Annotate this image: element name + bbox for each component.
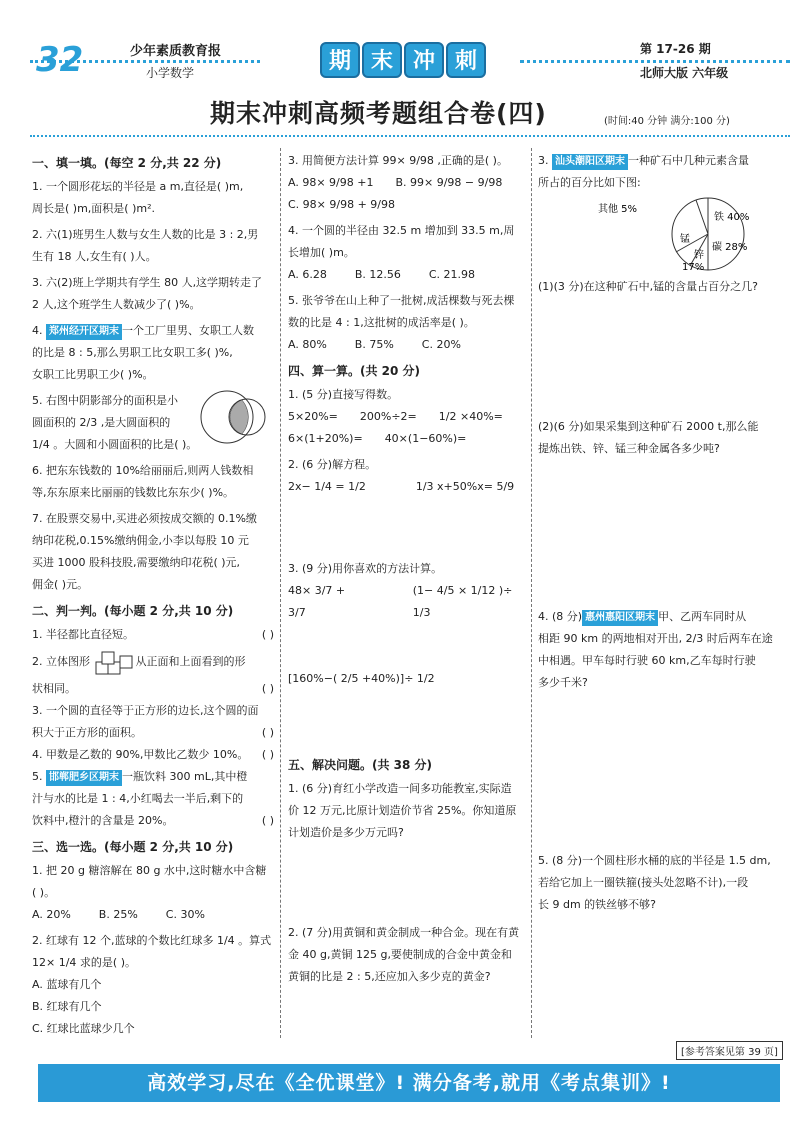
judge-row bbox=[32, 624, 274, 646]
answer-paren: ( ) bbox=[261, 726, 274, 739]
expression: [160%−( 2/5 +40%)]÷ 1/2 bbox=[288, 672, 435, 685]
page-header bbox=[0, 0, 800, 86]
expression: (1− 4/5 × 1/12 )÷ 1/3 bbox=[412, 584, 513, 619]
pie-label: 锌 bbox=[694, 250, 704, 261]
column-1 bbox=[32, 150, 274, 1040]
answer-space bbox=[288, 624, 528, 668]
expression: 48× 3/7 + 3/7 bbox=[288, 584, 346, 619]
calc-item: 1/2 ×40%= bbox=[438, 410, 503, 423]
source-tag: 汕头潮阳区期末 bbox=[552, 154, 628, 170]
question-text: 2. (7 分)用黄铜和黄金制成一种合金。现在有黄 bbox=[288, 926, 520, 939]
question-text: 女职工比男职工少( )%。 bbox=[32, 368, 154, 381]
question-text: 2. 红球有 12 个,蓝球的个数比红球多 1/4 。算式 bbox=[32, 934, 272, 947]
equation: 1/3 x+50%x= 5/9 bbox=[415, 480, 515, 493]
question-text: 一个工厂里男、女职工人数 bbox=[122, 324, 254, 337]
pie-label: 17% bbox=[682, 262, 705, 273]
logo-char: 期 bbox=[320, 42, 360, 78]
question-text: 4. 甲数是乙数的 90%,甲数比乙数少 10%。 bbox=[32, 748, 249, 761]
options-row bbox=[288, 172, 528, 194]
question-text: 3. (9 分)用你喜欢的方法计算。 bbox=[288, 562, 443, 575]
question-text: 多少千米? bbox=[538, 676, 588, 689]
question-text: 3. 六(2)班上学期共有学生 80 人,这学期转走了 bbox=[32, 276, 263, 289]
option-b[interactable]: B. 99× 9/98 − 9/98 bbox=[395, 176, 503, 189]
answer-space bbox=[288, 690, 528, 752]
question-text: 计划造价是多少万元吗? bbox=[288, 826, 404, 839]
header-dots-left bbox=[30, 60, 260, 64]
calc-item: 5×20%= bbox=[288, 410, 338, 423]
issue-number: 第 17-26 期 bbox=[640, 42, 711, 56]
question-text: 一瓶饮料 300 mL,其中橙 bbox=[122, 770, 248, 783]
source-tag: 邯郸肥乡区期末 bbox=[46, 770, 122, 786]
question-text: 12× 1/4 求的是( )。 bbox=[32, 956, 136, 969]
question-text: 3. 一个圆的直径等于正方形的边长,这个圆的面 bbox=[32, 704, 259, 717]
calc-row bbox=[288, 580, 528, 624]
question-text: 佣金( )元。 bbox=[32, 578, 89, 591]
judge-row bbox=[32, 744, 274, 766]
option-a[interactable]: A. 80% bbox=[288, 338, 327, 351]
question-text: 状相同。 bbox=[32, 682, 76, 695]
edition-label: 北师大版 六年级 bbox=[640, 66, 729, 80]
pie-label: 锰 bbox=[680, 234, 690, 245]
question-text: 1. (6 分)育红小学改造一间多功能教室,实际造 bbox=[288, 782, 512, 795]
question-line: 3. 汕头潮阳区期末 一种矿石中几种元素含量 bbox=[538, 150, 780, 172]
options-row bbox=[32, 904, 274, 926]
page-number: 32 bbox=[36, 40, 84, 80]
question-text: 饮料中,橙汁的含量是 20%。 bbox=[32, 814, 174, 827]
column-3 bbox=[538, 150, 780, 916]
answer-space bbox=[288, 844, 528, 922]
section-heading: 三、选一选。(每小题 2 分,共 10 分) bbox=[32, 840, 234, 854]
question-text: 2 人,这个班学生人数减少了( )%。 bbox=[32, 298, 201, 311]
question-text: 2. (6 分)解方程。 bbox=[288, 458, 377, 471]
column-2 bbox=[288, 150, 528, 988]
question-text: (1)(3 分)在这种矿石中,锰的含量占百分之几? bbox=[538, 280, 758, 293]
question-text: (2)(6 分)如果采集到这种矿石 2000 t,那么能 bbox=[538, 420, 759, 433]
question-text: 2. 立体图形 bbox=[32, 655, 90, 668]
question-text: 5. 右图中阴影部分的面积是小 bbox=[32, 394, 178, 407]
cubes-figure bbox=[94, 646, 136, 678]
question-text: 5. (8 分)一个圆柱形水桶的底的半径是 1.5 dm, bbox=[538, 854, 771, 867]
page-title: 期末冲刺高频考题组合卷(四) bbox=[210, 99, 547, 128]
judge-row bbox=[32, 646, 274, 678]
question-text: 中相遇。甲车每时行驶 60 km,乙车每时行驶 bbox=[538, 654, 756, 667]
question-line: 4. 郑州经开区期末 一个工厂里男、女职工人数 bbox=[32, 320, 274, 342]
exam-meta: (时间:40 分钟 满分:100 分) bbox=[604, 116, 730, 127]
answer-space bbox=[538, 694, 780, 850]
answer-paren: ( ) bbox=[261, 682, 274, 695]
question-text: 提炼出铁、锌、锰三种金属各多少吨? bbox=[538, 442, 720, 455]
logo-char: 刺 bbox=[446, 42, 486, 78]
judge-row bbox=[32, 810, 274, 832]
question-text: 1. (5 分)直接写得数。 bbox=[288, 388, 399, 401]
option-b[interactable]: B. 75% bbox=[354, 338, 394, 351]
calc-item: 40×(1−60%)= bbox=[384, 432, 467, 445]
question-text: 金 40 g,黄铜 125 g,要使制成的合金中黄金和 bbox=[288, 948, 512, 961]
option-c[interactable]: C. 红球比蓝球少几个 bbox=[32, 1022, 135, 1035]
calc-row bbox=[288, 428, 528, 450]
section-heading: 二、判一判。(每小题 2 分,共 10 分) bbox=[32, 604, 234, 618]
paper-name: 少年素质教育报 bbox=[130, 44, 222, 59]
question-5 bbox=[32, 390, 274, 456]
question-text: 4. 一个圆的半径由 32.5 m 增加到 33.5 m,周 bbox=[288, 224, 515, 237]
calc-item: 6×(1+20%)= bbox=[288, 432, 363, 445]
source-tag: 郑州经开区期末 bbox=[46, 324, 122, 340]
question-text: 周长是( )m,面积是( )m². bbox=[32, 202, 155, 215]
question-text: 1/4 。大圆和小圆面积的比是( )。 bbox=[32, 438, 198, 451]
question-text: 长 9 dm 的铁丝够不够? bbox=[538, 898, 657, 911]
logo-char: 末 bbox=[362, 42, 402, 78]
question-text: 3. 用简便方法计算 99× 9/98 ,正确的是( )。 bbox=[288, 154, 508, 167]
question-text: 2. 六(1)班男生人数与女生人数的比是 3 : 2,男 bbox=[32, 228, 259, 241]
question-text: 1. 一个圆形花坛的半径是 a m,直径是( )m, bbox=[32, 180, 244, 193]
equation: 2x− 1/4 = 1/2 bbox=[288, 480, 366, 493]
option-c[interactable]: C. 30% bbox=[165, 908, 205, 921]
pie-label: 其他 5% bbox=[598, 204, 638, 215]
question-text: 1. 半径都比直径短。 bbox=[32, 628, 134, 641]
option-c[interactable]: C. 98× 9/98 + 9/98 bbox=[288, 198, 395, 211]
column-divider bbox=[531, 148, 532, 1038]
question-text: 买进 1000 股科技股,需要缴纳印花税( )元, bbox=[32, 556, 241, 569]
question-text: 1. 把 20 g 糖溶解在 80 g 水中,这时糖水中含糖 bbox=[32, 864, 267, 877]
judge-row bbox=[32, 678, 274, 700]
promo-banner: 高效学习,尽在《全优课堂》! 满分备考,就用《考点集训》! bbox=[38, 1064, 780, 1102]
subject-name: 小学数学 bbox=[146, 66, 195, 80]
option-b[interactable]: B. 12.56 bbox=[354, 268, 401, 281]
answer-space bbox=[538, 460, 780, 606]
circles-figure bbox=[192, 388, 272, 446]
question-text: 积大于正方形的面积。 bbox=[32, 726, 142, 739]
calc-row bbox=[288, 476, 528, 498]
option-a[interactable]: A. 6.28 bbox=[288, 268, 327, 281]
question-text: 甲、乙两车同时从 bbox=[658, 610, 747, 623]
pie-chart-figure bbox=[598, 196, 768, 276]
question-text: 纳印花税,0.15%缴纳佣金,小李以每股 10 元 bbox=[32, 534, 249, 547]
option-c[interactable]: C. 20% bbox=[421, 338, 461, 351]
question-text: 汁与水的比是 1 : 4,小红喝去一半后,剩下的 bbox=[32, 792, 244, 805]
question-text: 若给它加上一圈铁箍(接头处忽略不计),一段 bbox=[538, 876, 749, 889]
question-line bbox=[538, 606, 780, 628]
answer-reference: [参考答案见第 39 页] bbox=[676, 1041, 783, 1060]
answer-space bbox=[538, 298, 780, 416]
pie-label: 铁 40% bbox=[714, 212, 750, 223]
question-text: 价 12 万元,比原计划造价节省 25%。你知道原 bbox=[288, 804, 517, 817]
pie-label: 碳 28% bbox=[712, 242, 748, 253]
question-text: 相距 90 km 的两地相对开出, 2/3 时后两车在途 bbox=[538, 632, 773, 645]
question-text: 一种矿石中几种元素含量 bbox=[628, 154, 749, 167]
question-text: 所占的百分比如下图: bbox=[538, 176, 641, 189]
question-text: 的比是 8 : 5,那么男职工比女职工多( )%, bbox=[32, 346, 233, 359]
answer-paren: ( ) bbox=[261, 748, 274, 761]
question-text: 黄铜的比是 2 : 5,还应加入多少克的黄金? bbox=[288, 970, 491, 983]
option-c[interactable]: C. 21.98 bbox=[428, 268, 476, 281]
option-b[interactable]: B. 25% bbox=[98, 908, 138, 921]
logo-char: 冲 bbox=[404, 42, 444, 78]
question-text: 长增加( )m。 bbox=[288, 246, 355, 259]
source-tag: 惠州惠阳区期末 bbox=[582, 610, 658, 626]
title-divider bbox=[30, 135, 790, 137]
question-text: 生有 18 人,女生有( )人。 bbox=[32, 250, 157, 263]
option-a[interactable]: A. 20% bbox=[32, 908, 71, 921]
option-a[interactable]: A. 98× 9/98 +1 bbox=[288, 176, 374, 189]
question-text: 从正面和上面看到的形 bbox=[135, 655, 246, 668]
calc-item: 200%÷2= bbox=[359, 410, 417, 423]
question-text: 7. 在股票交易中,买进必须按成交额的 0.1%缴 bbox=[32, 512, 257, 525]
options-row bbox=[288, 334, 528, 356]
section-heading: 一、填一填。(每空 2 分,共 22 分) bbox=[32, 156, 222, 170]
answer-paren: ( ) bbox=[261, 628, 274, 641]
answer-space bbox=[288, 498, 528, 558]
option-b[interactable]: B. 红球有几个 bbox=[32, 1000, 102, 1013]
question-line: 5. 邯郸肥乡区期末 一瓶饮料 300 mL,其中橙 bbox=[32, 766, 274, 788]
answer-paren: ( ) bbox=[261, 814, 274, 827]
question-text: 圆面积的 2/3 ,是大圆面积的 bbox=[32, 416, 171, 429]
section-logo bbox=[320, 42, 486, 78]
option-a[interactable]: A. 蓝球有几个 bbox=[32, 978, 102, 991]
question-text: 6. 把东东钱数的 10%给丽丽后,则两人钱数相 bbox=[32, 464, 254, 477]
question-text: ( )。 bbox=[32, 886, 56, 899]
options-row bbox=[288, 264, 528, 286]
question-text: 4. (8 分) bbox=[538, 610, 583, 623]
question-text: 数的比是 4 : 1,这批树的成活率是( )。 bbox=[288, 316, 475, 329]
judge-row bbox=[32, 722, 274, 744]
section-heading: 四、算一算。(共 20 分) bbox=[288, 364, 421, 378]
question-text: 等,东东原来比丽丽的钱数比东东少( )%。 bbox=[32, 486, 235, 499]
question-text: 5. 张爷爷在山上种了一批树,成活棵数与死去棵 bbox=[288, 294, 515, 307]
calc-row bbox=[288, 406, 528, 428]
section-heading: 五、解决问题。(共 38 分) bbox=[288, 758, 433, 772]
column-divider bbox=[280, 148, 281, 1038]
